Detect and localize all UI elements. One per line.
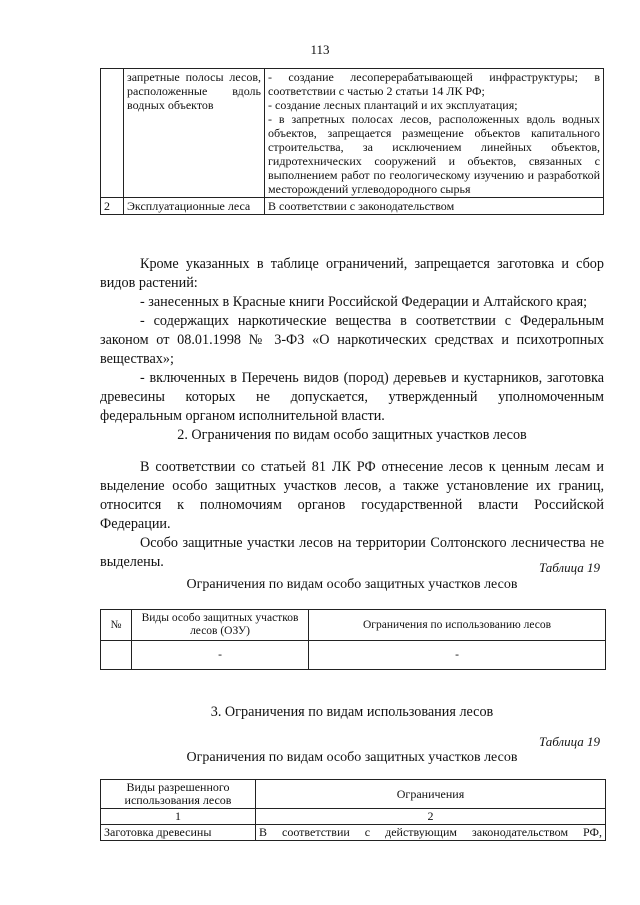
table-cell	[101, 641, 132, 670]
column-header: Ограничения по использованию лесов	[309, 610, 606, 641]
paragraph: Особо защитные участки лесов на территории Солтонского лесничества не выделены.	[100, 535, 604, 570]
table-title: Ограничения по видам особо защитных участков лесов	[186, 750, 518, 765]
bullet-item: - содержащих наркотические вещества в соответствии с Федеральным законом от 08.01.1998 № 3-ФЗ «О наркотических средствах и психотропных веществах»;	[100, 313, 604, 367]
bullet-item: - включенных в Перечень видов (пород) деревьев и кустарников, заготовка древесины которых не допускается, утвержденный уполномоченным федеральным органом исполнительной власти.	[100, 370, 604, 424]
section-2-heading: 2. Ограничения по видам особо защитных участков лесов	[177, 427, 527, 443]
restriction-item: - в запретных полосах лесов, расположенных вдоль водных объектов, запрещается размещение объектов капитального строительства, за исключением линейных объектов, гидротехнических сооружений и объектов, связанных с выполнением работ по геологическому изучению и разработкой месторождений углеводородного сырья	[268, 112, 600, 196]
restrictions-cell	[265, 69, 604, 198]
forest-use-table	[100, 779, 606, 841]
table-cell: В соответствии с действующим законодательством РФ,	[256, 825, 606, 841]
restrictions-cell: В соответствии с законодательством	[265, 198, 604, 215]
restriction-item: - создание лесных плантаций и их эксплуатация;	[268, 98, 518, 112]
column-header: Виды особо защитных участков лесов (ОЗУ)	[132, 610, 309, 641]
column-number: 1	[101, 809, 256, 825]
table-title: Ограничения по видам особо защитных участков лесов	[186, 577, 518, 592]
column-number: 2	[256, 809, 606, 825]
table-cell: -	[132, 641, 309, 670]
table-header-row	[101, 610, 606, 641]
table-row	[101, 641, 606, 670]
plant-restrictions-text	[100, 255, 604, 426]
bullet-item: - занесенных в Красные книги Российской Федерации и Алтайского края;	[140, 294, 588, 310]
table-row	[101, 198, 604, 215]
column-header: №	[101, 610, 132, 641]
column-number-row	[101, 809, 606, 825]
forest-type: Эксплуатационные леса	[124, 198, 265, 215]
column-header: Ограничения	[256, 780, 606, 809]
table-label: Таблица 19	[538, 734, 600, 749]
row-number	[101, 69, 124, 198]
table-row	[101, 69, 604, 198]
table-cell: Заготовка древесины	[101, 825, 256, 841]
section-2-text	[100, 458, 604, 572]
ozu-table	[100, 609, 606, 670]
forest-type: запретные полосы лесов, расположенные вдоль водных объектов	[124, 69, 265, 198]
intro-paragraph: Кроме указанных в таблице ограничений, запрещается заготовка и сбор видов растений:	[100, 256, 604, 291]
table-label: Таблица 19	[538, 560, 600, 575]
row-number: 2	[101, 198, 124, 215]
table-cell: -	[309, 641, 606, 670]
section-3-heading: 3. Ограничения по видам использования лесов	[210, 704, 494, 720]
paragraph: В соответствии со статьей 81 ЛК РФ отнесение лесов к ценным лесам и выделение особо защитных участков лесов, а также установление их границ, относится к полномочиям органов государственной власти Российской Федерации.	[100, 459, 604, 532]
restriction-item: - создание лесоперерабатывающей инфраструктуры; в соответствии с частью 2 статьи 14 ЛК РФ;	[268, 70, 600, 98]
table-row	[101, 825, 606, 841]
restrictions-table-continued	[100, 68, 604, 215]
column-header: Виды разрешенного использования лесов	[101, 780, 256, 809]
table-header-row	[101, 780, 606, 809]
page-number: 113	[310, 42, 330, 57]
